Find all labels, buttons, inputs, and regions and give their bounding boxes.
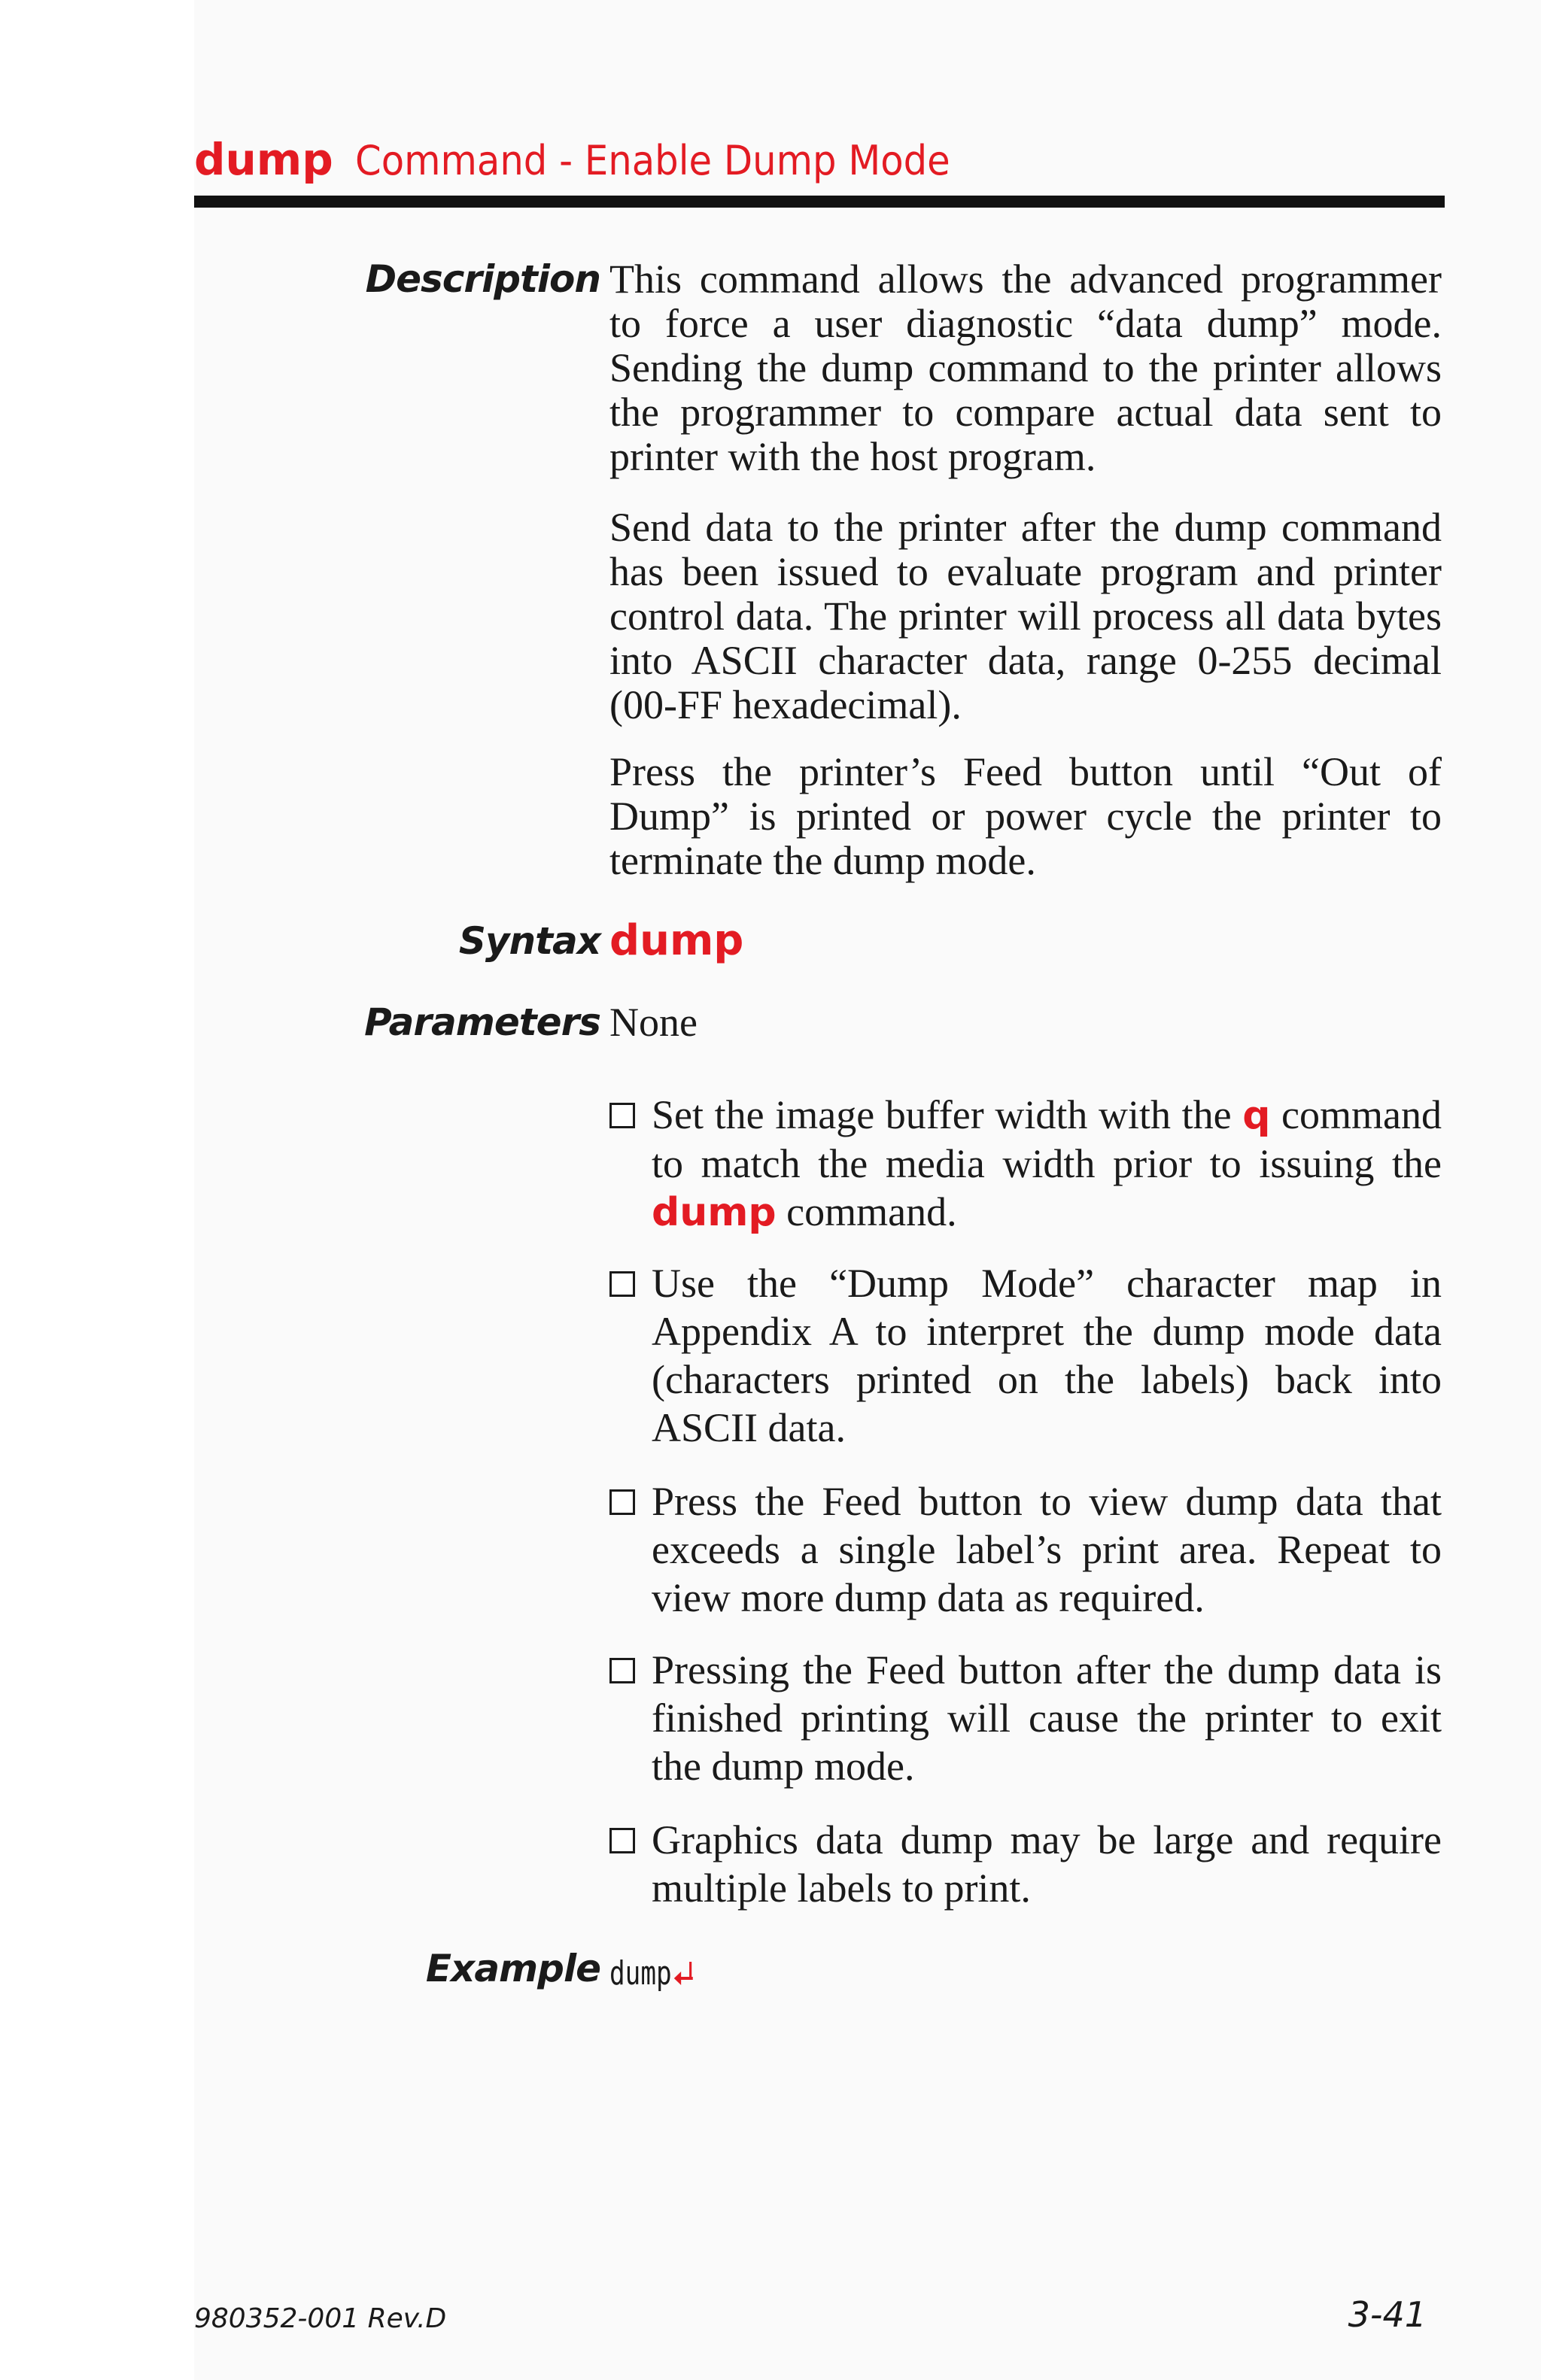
document-number: 980352-001 Rev.D	[194, 2303, 447, 2334]
description-paragraph-3	[609, 750, 1442, 883]
description-label: Description	[365, 257, 600, 301]
page-number: 3-41	[1348, 2294, 1427, 2335]
parameters-label: Parameters	[364, 1000, 600, 1044]
note-item	[609, 1477, 1442, 1622]
checkbox-bullet-icon	[609, 1271, 637, 1298]
note-item	[609, 1259, 1442, 1452]
syntax-label: Syntax	[458, 919, 600, 963]
enter-icon	[674, 1962, 695, 1987]
description-paragraph-2	[609, 505, 1442, 727]
syntax-value: dump	[609, 916, 744, 965]
checkbox-bullet-icon	[609, 1658, 637, 1685]
parameters-value: None	[609, 1000, 698, 1045]
note-text: Graphics data dump may be large and require multiple labels to print.	[652, 1817, 1442, 1911]
note-item	[609, 1091, 1442, 1237]
description-text-2: Send data to the printer after the dump command has been issued to evaluate program and printer control data. The printer will process all data bytes into ASCII character data, range 0-255 decimal (00-FF hexadecimal).	[609, 505, 1442, 727]
manual-page	[194, 0, 1445, 2380]
note-text: Use the “Dump Mode” character map in Appendix A to interpret the dump mode data (characters printed on the labels) back into ASCII data.	[652, 1261, 1442, 1450]
note-text: Press the Feed button to view dump data that exceeds a single label’s print area. Repeat to view more dump data as required.	[652, 1479, 1442, 1620]
inline-command-dump: dump	[652, 1190, 777, 1235]
example-code	[609, 1954, 694, 1993]
description-paragraph-1	[609, 257, 1442, 479]
inline-command-q: q	[1242, 1093, 1271, 1138]
header-command: dump	[194, 134, 333, 185]
page-margin	[0, 0, 194, 2380]
note-item	[609, 1816, 1442, 1912]
note-text: Pressing the Feed button after the dump data is finished printing will cause the printer to exit the dump mode.	[652, 1647, 1442, 1789]
note-text: Set the image buffer width with the q command to match the media width prior to issuing the dump command.	[652, 1092, 1442, 1235]
section-header	[194, 134, 1445, 194]
description-text-1: This command allows the advanced programmer to force a user diagnostic “data dump” mode. Sending the dump command to the printer allows the programmer to compare actual data sent to printer with the host program.	[609, 257, 1442, 479]
header-title: Command - Enable Dump Mode	[355, 137, 950, 184]
example-label: Example	[425, 1947, 600, 1990]
note-item	[609, 1646, 1442, 1790]
header-rule	[194, 196, 1445, 208]
checkbox-bullet-icon	[609, 1103, 637, 1130]
checkbox-bullet-icon	[609, 1828, 637, 1855]
checkbox-bullet-icon	[609, 1489, 637, 1516]
description-text-3: Press the printer’s Feed button until “Out of Dump” is printed or power cycle the printer to terminate the dump mode.	[609, 749, 1442, 883]
example-code-text: dump	[609, 1954, 672, 1993]
